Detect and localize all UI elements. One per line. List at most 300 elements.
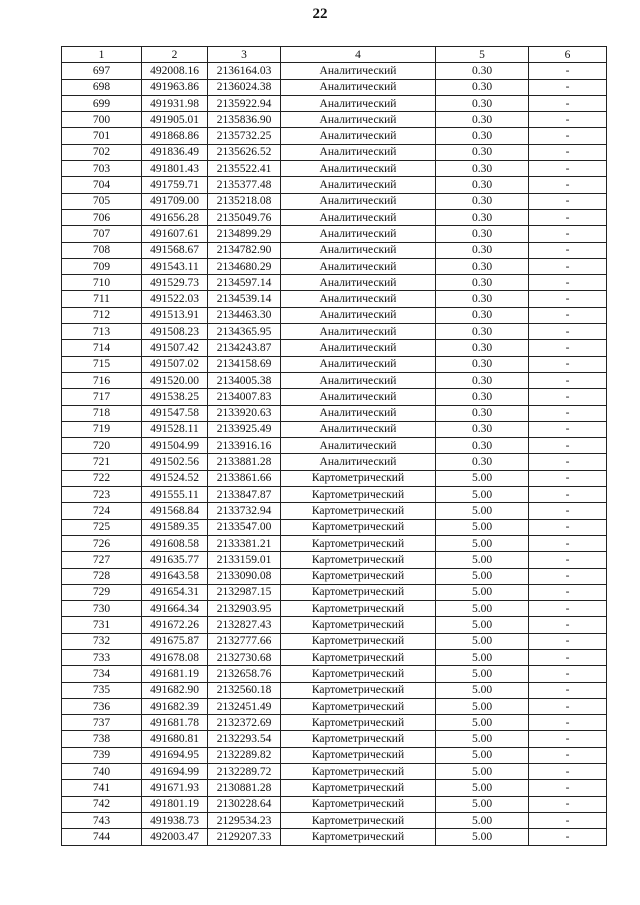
method-cell: Аналитический <box>281 324 436 340</box>
y-coordinate-cell: 2132903.95 <box>208 601 281 617</box>
table-row <box>62 340 607 356</box>
point-number-cell: 740 <box>62 764 142 780</box>
note-cell: - <box>529 112 607 128</box>
point-number-cell: 724 <box>62 503 142 519</box>
y-coordinate-cell: 2130881.28 <box>208 780 281 796</box>
x-coordinate-cell: 491681.19 <box>142 666 208 682</box>
note-cell: - <box>529 731 607 747</box>
point-number-cell: 718 <box>62 405 142 421</box>
point-number-cell: 744 <box>62 829 142 845</box>
note-cell: - <box>529 258 607 274</box>
y-coordinate-cell: 2132827.43 <box>208 617 281 633</box>
y-coordinate-cell: 2133881.28 <box>208 454 281 470</box>
accuracy-cell: 5.00 <box>436 503 529 519</box>
note-cell: - <box>529 698 607 714</box>
x-coordinate-cell: 491868.86 <box>142 128 208 144</box>
point-number-cell: 722 <box>62 470 142 486</box>
method-cell: Картометрический <box>281 487 436 503</box>
x-coordinate-cell: 491522.03 <box>142 291 208 307</box>
table-row <box>62 649 607 665</box>
x-coordinate-cell: 491543.11 <box>142 258 208 274</box>
x-coordinate-cell: 491905.01 <box>142 112 208 128</box>
note-cell: - <box>529 389 607 405</box>
x-coordinate-cell: 491568.84 <box>142 503 208 519</box>
table-row <box>62 389 607 405</box>
x-coordinate-cell: 491513.91 <box>142 307 208 323</box>
method-cell: Аналитический <box>281 177 436 193</box>
accuracy-cell: 0.30 <box>436 161 529 177</box>
accuracy-cell: 5.00 <box>436 568 529 584</box>
table-row <box>62 568 607 584</box>
x-coordinate-cell: 491664.34 <box>142 601 208 617</box>
method-cell: Аналитический <box>281 79 436 95</box>
x-coordinate-cell: 491656.28 <box>142 209 208 225</box>
x-coordinate-cell: 492008.16 <box>142 63 208 79</box>
table-body <box>62 63 607 845</box>
x-coordinate-cell: 491694.99 <box>142 764 208 780</box>
note-cell: - <box>529 715 607 731</box>
accuracy-cell: 0.30 <box>436 275 529 291</box>
x-coordinate-cell: 491520.00 <box>142 372 208 388</box>
note-cell: - <box>529 633 607 649</box>
column-header-6: 6 <box>529 47 607 63</box>
method-cell: Аналитический <box>281 144 436 160</box>
x-coordinate-cell: 491682.39 <box>142 698 208 714</box>
y-coordinate-cell: 2136164.03 <box>208 63 281 79</box>
x-coordinate-cell: 491589.35 <box>142 519 208 535</box>
x-coordinate-cell: 491547.58 <box>142 405 208 421</box>
table-row <box>62 144 607 160</box>
method-cell: Аналитический <box>281 405 436 421</box>
accuracy-cell: 0.30 <box>436 438 529 454</box>
note-cell: - <box>529 487 607 503</box>
y-coordinate-cell: 2134158.69 <box>208 356 281 372</box>
table-row <box>62 454 607 470</box>
table-row <box>62 487 607 503</box>
table-row <box>62 470 607 486</box>
method-cell: Аналитический <box>281 258 436 274</box>
point-number-cell: 741 <box>62 780 142 796</box>
accuracy-cell: 0.30 <box>436 144 529 160</box>
method-cell: Аналитический <box>281 242 436 258</box>
accuracy-cell: 5.00 <box>436 633 529 649</box>
table-row <box>62 177 607 193</box>
method-cell: Аналитический <box>281 454 436 470</box>
note-cell: - <box>529 584 607 600</box>
accuracy-cell: 0.30 <box>436 112 529 128</box>
x-coordinate-cell: 491507.02 <box>142 356 208 372</box>
table-row <box>62 698 607 714</box>
note-cell: - <box>529 275 607 291</box>
method-cell: Аналитический <box>281 275 436 291</box>
y-coordinate-cell: 2132372.69 <box>208 715 281 731</box>
note-cell: - <box>529 79 607 95</box>
accuracy-cell: 0.30 <box>436 226 529 242</box>
column-header-4: 4 <box>281 47 436 63</box>
y-coordinate-cell: 2134539.14 <box>208 291 281 307</box>
y-coordinate-cell: 2135836.90 <box>208 112 281 128</box>
accuracy-cell: 5.00 <box>436 519 529 535</box>
accuracy-cell: 0.30 <box>436 356 529 372</box>
accuracy-cell: 0.30 <box>436 242 529 258</box>
column-header-5: 5 <box>436 47 529 63</box>
method-cell: Картометрический <box>281 535 436 551</box>
note-cell: - <box>529 454 607 470</box>
y-coordinate-cell: 2134005.38 <box>208 372 281 388</box>
note-cell: - <box>529 63 607 79</box>
accuracy-cell: 0.30 <box>436 193 529 209</box>
method-cell: Картометрический <box>281 584 436 600</box>
point-number-cell: 711 <box>62 291 142 307</box>
note-cell: - <box>529 324 607 340</box>
y-coordinate-cell: 2132560.18 <box>208 682 281 698</box>
x-coordinate-cell: 491678.08 <box>142 649 208 665</box>
table-row <box>62 715 607 731</box>
table-row <box>62 764 607 780</box>
method-cell: Аналитический <box>281 112 436 128</box>
y-coordinate-cell: 2135922.94 <box>208 95 281 111</box>
note-cell: - <box>529 372 607 388</box>
table-row <box>62 324 607 340</box>
accuracy-cell: 5.00 <box>436 731 529 747</box>
point-number-cell: 738 <box>62 731 142 747</box>
note-cell: - <box>529 552 607 568</box>
x-coordinate-cell: 491528.11 <box>142 421 208 437</box>
method-cell: Аналитический <box>281 209 436 225</box>
accuracy-cell: 0.30 <box>436 324 529 340</box>
method-cell: Аналитический <box>281 226 436 242</box>
y-coordinate-cell: 2129534.23 <box>208 812 281 828</box>
y-coordinate-cell: 2133925.49 <box>208 421 281 437</box>
y-coordinate-cell: 2136024.38 <box>208 79 281 95</box>
x-coordinate-cell: 491555.11 <box>142 487 208 503</box>
x-coordinate-cell: 491709.00 <box>142 193 208 209</box>
note-cell: - <box>529 764 607 780</box>
x-coordinate-cell: 491938.73 <box>142 812 208 828</box>
method-cell: Картометрический <box>281 812 436 828</box>
accuracy-cell: 5.00 <box>436 535 529 551</box>
point-number-cell: 732 <box>62 633 142 649</box>
table-row <box>62 829 607 845</box>
point-number-cell: 703 <box>62 161 142 177</box>
note-cell: - <box>529 209 607 225</box>
accuracy-cell: 5.00 <box>436 470 529 486</box>
note-cell: - <box>529 291 607 307</box>
table-header-row <box>62 47 607 63</box>
method-cell: Картометрический <box>281 470 436 486</box>
point-number-cell: 737 <box>62 715 142 731</box>
x-coordinate-cell: 491524.52 <box>142 470 208 486</box>
y-coordinate-cell: 2133381.21 <box>208 535 281 551</box>
accuracy-cell: 5.00 <box>436 584 529 600</box>
method-cell: Картометрический <box>281 764 436 780</box>
x-coordinate-cell: 491675.87 <box>142 633 208 649</box>
table-row <box>62 356 607 372</box>
table-row <box>62 796 607 812</box>
accuracy-cell: 0.30 <box>436 372 529 388</box>
x-coordinate-cell: 491508.23 <box>142 324 208 340</box>
point-number-cell: 702 <box>62 144 142 160</box>
x-coordinate-cell: 491680.81 <box>142 731 208 747</box>
accuracy-cell: 0.30 <box>436 421 529 437</box>
x-coordinate-cell: 491529.73 <box>142 275 208 291</box>
table-row <box>62 128 607 144</box>
point-number-cell: 720 <box>62 438 142 454</box>
accuracy-cell: 5.00 <box>436 764 529 780</box>
note-cell: - <box>529 519 607 535</box>
y-coordinate-cell: 2133916.16 <box>208 438 281 454</box>
table-row <box>62 372 607 388</box>
table-row <box>62 79 607 95</box>
point-number-cell: 723 <box>62 487 142 503</box>
x-coordinate-cell: 491608.58 <box>142 535 208 551</box>
accuracy-cell: 5.00 <box>436 796 529 812</box>
note-cell: - <box>529 666 607 682</box>
x-coordinate-cell: 491538.25 <box>142 389 208 405</box>
y-coordinate-cell: 2135522.41 <box>208 161 281 177</box>
x-coordinate-cell: 491759.71 <box>142 177 208 193</box>
y-coordinate-cell: 2132730.68 <box>208 649 281 665</box>
note-cell: - <box>529 307 607 323</box>
y-coordinate-cell: 2132658.76 <box>208 666 281 682</box>
note-cell: - <box>529 747 607 763</box>
table-row <box>62 682 607 698</box>
note-cell: - <box>529 242 607 258</box>
table-row <box>62 193 607 209</box>
accuracy-cell: 5.00 <box>436 487 529 503</box>
accuracy-cell: 0.30 <box>436 79 529 95</box>
x-coordinate-cell: 491654.31 <box>142 584 208 600</box>
note-cell: - <box>529 144 607 160</box>
x-coordinate-cell: 491931.98 <box>142 95 208 111</box>
point-number-cell: 713 <box>62 324 142 340</box>
point-number-cell: 734 <box>62 666 142 682</box>
x-coordinate-cell: 491507.42 <box>142 340 208 356</box>
table-row <box>62 633 607 649</box>
point-number-cell: 728 <box>62 568 142 584</box>
y-coordinate-cell: 2134007.83 <box>208 389 281 405</box>
point-number-cell: 743 <box>62 812 142 828</box>
point-number-cell: 739 <box>62 747 142 763</box>
y-coordinate-cell: 2135626.52 <box>208 144 281 160</box>
note-cell: - <box>529 405 607 421</box>
point-number-cell: 729 <box>62 584 142 600</box>
x-coordinate-cell: 491682.90 <box>142 682 208 698</box>
method-cell: Картометрический <box>281 519 436 535</box>
table-row <box>62 275 607 291</box>
accuracy-cell: 0.30 <box>436 63 529 79</box>
method-cell: Картометрический <box>281 682 436 698</box>
accuracy-cell: 5.00 <box>436 698 529 714</box>
point-number-cell: 697 <box>62 63 142 79</box>
x-coordinate-cell: 491643.58 <box>142 568 208 584</box>
x-coordinate-cell: 491504.99 <box>142 438 208 454</box>
note-cell: - <box>529 356 607 372</box>
method-cell: Картометрический <box>281 715 436 731</box>
table-row <box>62 63 607 79</box>
table-row <box>62 161 607 177</box>
method-cell: Картометрический <box>281 633 436 649</box>
accuracy-cell: 0.30 <box>436 95 529 111</box>
table-row <box>62 503 607 519</box>
table-row <box>62 666 607 682</box>
point-number-cell: 700 <box>62 112 142 128</box>
accuracy-cell: 5.00 <box>436 601 529 617</box>
accuracy-cell: 5.00 <box>436 649 529 665</box>
table-row <box>62 95 607 111</box>
x-coordinate-cell: 491801.19 <box>142 796 208 812</box>
note-cell: - <box>529 95 607 111</box>
accuracy-cell: 5.00 <box>436 617 529 633</box>
x-coordinate-cell: 491635.77 <box>142 552 208 568</box>
x-coordinate-cell: 491607.61 <box>142 226 208 242</box>
accuracy-cell: 0.30 <box>436 454 529 470</box>
column-header-3: 3 <box>208 47 281 63</box>
table-row <box>62 584 607 600</box>
table-row <box>62 307 607 323</box>
note-cell: - <box>529 812 607 828</box>
method-cell: Картометрический <box>281 747 436 763</box>
note-cell: - <box>529 128 607 144</box>
point-number-cell: 706 <box>62 209 142 225</box>
method-cell: Картометрический <box>281 601 436 617</box>
table-row <box>62 601 607 617</box>
method-cell: Аналитический <box>281 438 436 454</box>
table-row <box>62 258 607 274</box>
point-number-cell: 707 <box>62 226 142 242</box>
note-cell: - <box>529 438 607 454</box>
method-cell: Аналитический <box>281 421 436 437</box>
table-row <box>62 617 607 633</box>
x-coordinate-cell: 491568.67 <box>142 242 208 258</box>
note-cell: - <box>529 421 607 437</box>
point-number-cell: 717 <box>62 389 142 405</box>
point-number-cell: 730 <box>62 601 142 617</box>
method-cell: Картометрический <box>281 731 436 747</box>
point-number-cell: 716 <box>62 372 142 388</box>
method-cell: Аналитический <box>281 95 436 111</box>
table-row <box>62 747 607 763</box>
accuracy-cell: 0.30 <box>436 340 529 356</box>
y-coordinate-cell: 2132987.15 <box>208 584 281 600</box>
method-cell: Аналитический <box>281 356 436 372</box>
point-number-cell: 727 <box>62 552 142 568</box>
method-cell: Картометрический <box>281 780 436 796</box>
accuracy-cell: 0.30 <box>436 389 529 405</box>
table-row <box>62 552 607 568</box>
table-row <box>62 731 607 747</box>
point-number-cell: 704 <box>62 177 142 193</box>
y-coordinate-cell: 2130228.64 <box>208 796 281 812</box>
method-cell: Аналитический <box>281 372 436 388</box>
accuracy-cell: 0.30 <box>436 209 529 225</box>
method-cell: Картометрический <box>281 796 436 812</box>
point-number-cell: 710 <box>62 275 142 291</box>
method-cell: Аналитический <box>281 307 436 323</box>
table-row <box>62 209 607 225</box>
method-cell: Аналитический <box>281 291 436 307</box>
y-coordinate-cell: 2132289.82 <box>208 747 281 763</box>
accuracy-cell: 0.30 <box>436 291 529 307</box>
note-cell: - <box>529 649 607 665</box>
note-cell: - <box>529 177 607 193</box>
y-coordinate-cell: 2133847.87 <box>208 487 281 503</box>
method-cell: Картометрический <box>281 617 436 633</box>
accuracy-cell: 0.30 <box>436 128 529 144</box>
point-number-cell: 715 <box>62 356 142 372</box>
table-row <box>62 519 607 535</box>
x-coordinate-cell: 491671.93 <box>142 780 208 796</box>
method-cell: Картометрический <box>281 698 436 714</box>
note-cell: - <box>529 470 607 486</box>
point-number-cell: 736 <box>62 698 142 714</box>
table-row <box>62 291 607 307</box>
note-cell: - <box>529 535 607 551</box>
method-cell: Аналитический <box>281 128 436 144</box>
point-number-cell: 721 <box>62 454 142 470</box>
method-cell: Аналитический <box>281 193 436 209</box>
y-coordinate-cell: 2133920.63 <box>208 405 281 421</box>
x-coordinate-cell: 492003.47 <box>142 829 208 845</box>
x-coordinate-cell: 491672.26 <box>142 617 208 633</box>
table-row <box>62 405 607 421</box>
accuracy-cell: 5.00 <box>436 780 529 796</box>
x-coordinate-cell: 491694.95 <box>142 747 208 763</box>
y-coordinate-cell: 2132777.66 <box>208 633 281 649</box>
point-number-cell: 726 <box>62 535 142 551</box>
y-coordinate-cell: 2133732.94 <box>208 503 281 519</box>
table-row <box>62 812 607 828</box>
table-row <box>62 242 607 258</box>
accuracy-cell: 5.00 <box>436 552 529 568</box>
y-coordinate-cell: 2134782.90 <box>208 242 281 258</box>
method-cell: Картометрический <box>281 666 436 682</box>
table-row <box>62 438 607 454</box>
method-cell: Аналитический <box>281 161 436 177</box>
column-header-1: 1 <box>62 47 142 63</box>
note-cell: - <box>529 601 607 617</box>
y-coordinate-cell: 2133159.01 <box>208 552 281 568</box>
y-coordinate-cell: 2132293.54 <box>208 731 281 747</box>
accuracy-cell: 5.00 <box>436 682 529 698</box>
y-coordinate-cell: 2133547.00 <box>208 519 281 535</box>
note-cell: - <box>529 226 607 242</box>
y-coordinate-cell: 2135377.48 <box>208 177 281 193</box>
point-number-cell: 742 <box>62 796 142 812</box>
point-number-cell: 733 <box>62 649 142 665</box>
point-number-cell: 719 <box>62 421 142 437</box>
method-cell: Аналитический <box>281 389 436 405</box>
note-cell: - <box>529 503 607 519</box>
point-number-cell: 698 <box>62 79 142 95</box>
x-coordinate-cell: 491681.78 <box>142 715 208 731</box>
table-row <box>62 421 607 437</box>
method-cell: Картометрический <box>281 503 436 519</box>
note-cell: - <box>529 161 607 177</box>
point-number-cell: 725 <box>62 519 142 535</box>
y-coordinate-cell: 2135732.25 <box>208 128 281 144</box>
accuracy-cell: 0.30 <box>436 258 529 274</box>
x-coordinate-cell: 491963.86 <box>142 79 208 95</box>
note-cell: - <box>529 340 607 356</box>
note-cell: - <box>529 682 607 698</box>
method-cell: Картометрический <box>281 829 436 845</box>
x-coordinate-cell: 491836.49 <box>142 144 208 160</box>
y-coordinate-cell: 2133090.08 <box>208 568 281 584</box>
note-cell: - <box>529 193 607 209</box>
table-row <box>62 226 607 242</box>
y-coordinate-cell: 2134680.29 <box>208 258 281 274</box>
